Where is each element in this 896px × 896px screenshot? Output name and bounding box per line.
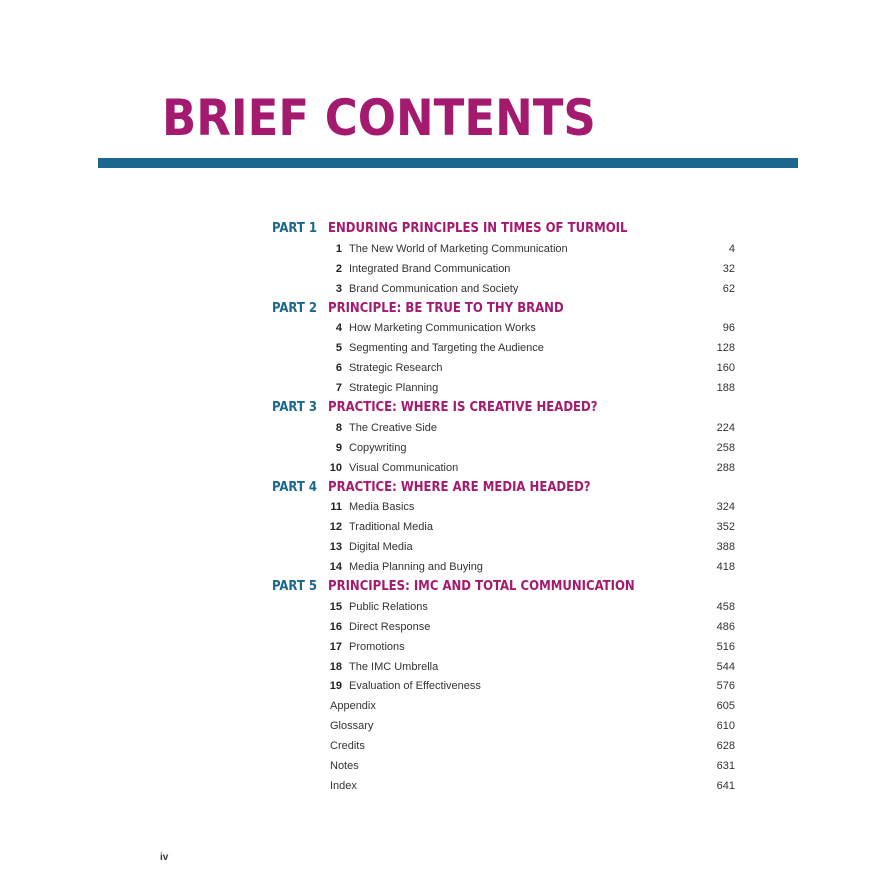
chapter-number: 19	[329, 680, 342, 693]
title-rule	[98, 158, 798, 168]
page-number: 388	[716, 541, 735, 554]
page-number: 631	[716, 760, 735, 773]
page-number: 516	[716, 640, 735, 653]
chapter-title: Evaluation of Effectiveness	[349, 680, 481, 693]
toc-entry[interactable]	[0, 279, 896, 299]
chapter-title: The New World of Marketing Communication	[349, 242, 568, 255]
toc-entry[interactable]	[0, 259, 896, 279]
page-title: BRIEF CONTENTS	[162, 89, 596, 147]
chapter-title: Media Basics	[349, 501, 415, 514]
chapter-number: 17	[329, 640, 342, 653]
page-number: 128	[716, 342, 735, 355]
part-heading	[0, 577, 896, 597]
chapter-title: Direct Response	[349, 620, 431, 633]
part-title: ENDURING PRINCIPLES IN TIMES OF TURMOIL	[328, 221, 628, 236]
chapter-title: Segmenting and Targeting the Audience	[349, 342, 544, 355]
part-heading	[0, 398, 896, 418]
page-number: 188	[716, 382, 735, 395]
toc-entry[interactable]	[0, 776, 896, 796]
toc-entry[interactable]	[0, 676, 896, 696]
chapter-number: 3	[335, 282, 342, 295]
part-label: PART 4	[272, 479, 318, 495]
page-number: 32	[722, 262, 735, 275]
toc-entry[interactable]	[0, 657, 896, 677]
chapter-number: 14	[329, 561, 342, 574]
page-number: 288	[716, 461, 735, 474]
chapter-number: 5	[335, 342, 342, 355]
chapter-title: Integrated Brand Communication	[349, 262, 511, 275]
page-number: 641	[716, 779, 735, 792]
chapter-title: How Marketing Communication Works	[349, 322, 536, 335]
toc-entry[interactable]	[0, 239, 896, 259]
part-label: PART 5	[272, 579, 318, 595]
page-number: 628	[716, 740, 735, 753]
toc-entry[interactable]	[0, 637, 896, 657]
page-number: 576	[716, 680, 735, 693]
toc-entry[interactable]	[0, 537, 896, 557]
toc-entry[interactable]	[0, 756, 896, 776]
chapter-title: Brand Communication and Society	[349, 282, 519, 295]
page-number: 224	[716, 421, 735, 434]
part-label: PART 2	[272, 300, 318, 316]
toc-entry[interactable]	[0, 557, 896, 577]
part-heading	[0, 299, 896, 319]
page-number: 352	[716, 521, 735, 534]
chapter-title: Public Relations	[349, 600, 428, 613]
chapter-number: 13	[329, 541, 342, 554]
page-number: 458	[716, 600, 735, 613]
toc-entry[interactable]	[0, 358, 896, 378]
chapter-title: Strategic Research	[349, 362, 443, 375]
page-number: 62	[722, 282, 735, 295]
back-matter-title: Credits	[330, 740, 365, 753]
toc-entry[interactable]	[0, 617, 896, 637]
page-number: 324	[716, 501, 735, 514]
toc-entry[interactable]	[0, 418, 896, 438]
page-folio: iv	[160, 852, 169, 863]
part-title: PRINCIPLES: IMC AND TOTAL COMMUNICATION	[328, 579, 635, 595]
page-number: 160	[716, 362, 735, 375]
page-number: 486	[716, 620, 735, 633]
part-heading	[0, 478, 896, 498]
toc-entry[interactable]	[0, 378, 896, 398]
toc-entry[interactable]	[0, 438, 896, 458]
page-number: 610	[716, 720, 735, 733]
toc-entry[interactable]	[0, 696, 896, 716]
chapter-title: Strategic Planning	[349, 382, 439, 395]
chapter-number: 8	[335, 421, 342, 434]
chapter-title: Digital Media	[349, 541, 413, 554]
part-title: PRACTICE: WHERE IS CREATIVE HEADED?	[328, 400, 598, 416]
part-label: PART 3	[272, 400, 318, 416]
toc-entry[interactable]	[0, 736, 896, 756]
chapter-title: Promotions	[349, 640, 405, 653]
part-title: PRACTICE: WHERE ARE MEDIA HEADED?	[328, 479, 591, 495]
toc-entry[interactable]	[0, 716, 896, 736]
chapter-title: The Creative Side	[349, 421, 438, 434]
toc-entry[interactable]	[0, 517, 896, 537]
chapter-title: Media Planning and Buying	[349, 561, 483, 574]
chapter-number: 18	[329, 660, 342, 673]
chapter-title: Copywriting	[349, 441, 407, 454]
table-of-contents	[0, 219, 896, 796]
chapter-number: 4	[335, 322, 342, 335]
back-matter-title: Appendix	[330, 700, 376, 713]
chapter-number: 11	[330, 501, 342, 514]
page-number: 544	[716, 660, 735, 673]
page-number: 418	[716, 561, 735, 574]
back-matter-title: Glossary	[330, 720, 374, 733]
chapter-number: 12	[329, 521, 342, 534]
chapter-number: 10	[329, 461, 342, 474]
toc-entry[interactable]	[0, 597, 896, 617]
page-number: 605	[716, 700, 735, 713]
toc-entry[interactable]	[0, 338, 896, 358]
chapter-title: The IMC Umbrella	[349, 660, 439, 673]
chapter-number: 16	[329, 620, 342, 633]
chapter-title: Traditional Media	[349, 521, 433, 534]
toc-entry[interactable]	[0, 318, 896, 338]
back-matter-title: Notes	[330, 760, 359, 773]
chapter-title: Visual Communication	[349, 461, 459, 474]
page-number: 4	[728, 242, 735, 255]
back-matter-title: Index	[330, 779, 357, 792]
chapter-number: 7	[335, 382, 342, 395]
chapter-number: 6	[335, 362, 342, 375]
chapter-number: 2	[335, 262, 342, 275]
page-number: 258	[716, 441, 735, 454]
part-label: PART 1	[272, 221, 318, 236]
chapter-number: 15	[329, 600, 342, 613]
part-heading	[0, 219, 896, 239]
chapter-number: 9	[335, 441, 342, 454]
part-title: PRINCIPLE: BE TRUE TO THY BRAND	[328, 300, 564, 316]
page-number: 96	[722, 322, 735, 335]
toc-entry[interactable]	[0, 497, 896, 517]
chapter-number: 1	[335, 242, 342, 255]
toc-entry[interactable]	[0, 458, 896, 478]
